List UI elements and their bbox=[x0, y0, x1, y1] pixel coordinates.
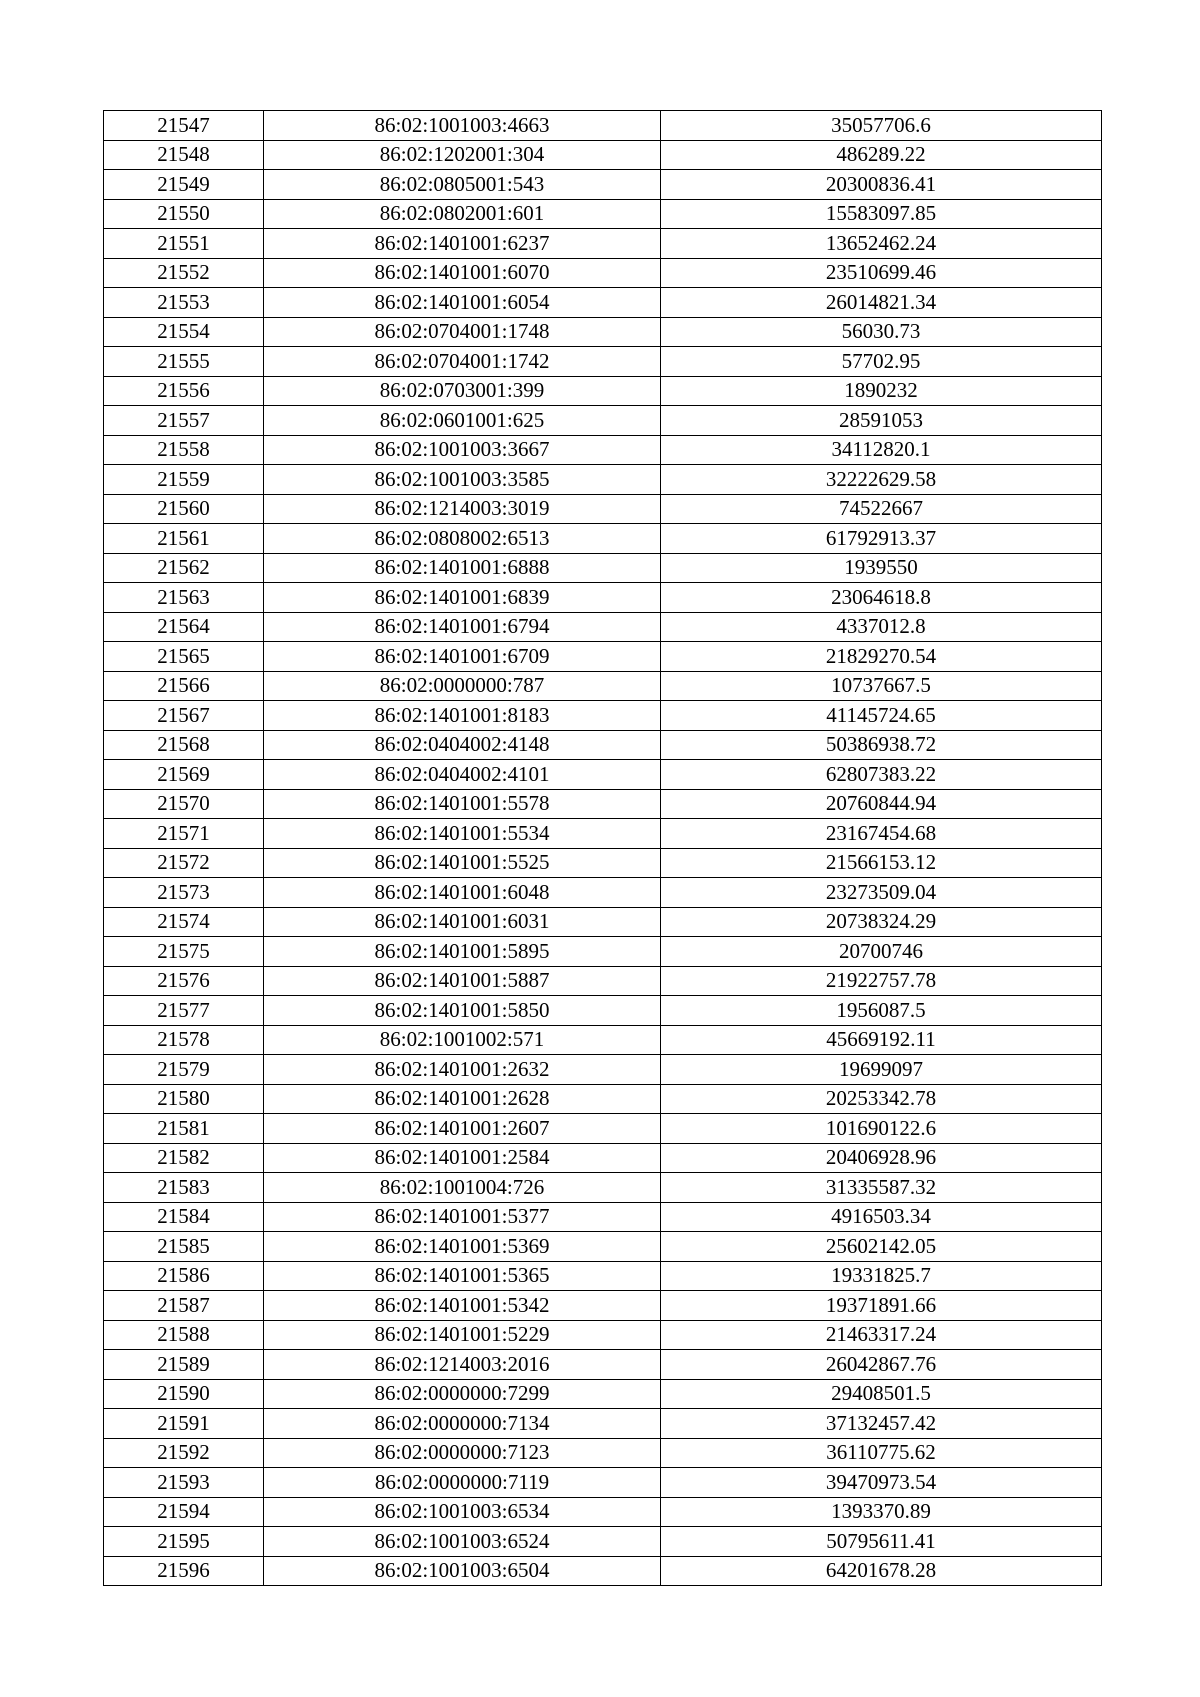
cadastral-number-cell: 86:02:0704001:1748 bbox=[264, 317, 661, 347]
cadastral-number-cell: 86:02:0704001:1742 bbox=[264, 347, 661, 377]
cadastral-value-cell: 50386938.72 bbox=[661, 730, 1102, 760]
table-row bbox=[104, 848, 1102, 878]
row-number-cell: 21593 bbox=[104, 1468, 264, 1498]
cadastral-value-cell: 29408501.5 bbox=[661, 1379, 1102, 1409]
cadastral-value-table bbox=[103, 110, 1102, 1586]
table-row bbox=[104, 347, 1102, 377]
cadastral-number-cell: 86:02:0000000:787 bbox=[264, 671, 661, 701]
cadastral-value-cell: 20738324.29 bbox=[661, 907, 1102, 937]
cadastral-value-cell: 23167454.68 bbox=[661, 819, 1102, 849]
cadastral-number-cell: 86:02:1214003:3019 bbox=[264, 494, 661, 524]
cadastral-number-cell: 86:02:1401001:2584 bbox=[264, 1143, 661, 1173]
cadastral-number-cell: 86:02:1001003:6504 bbox=[264, 1556, 661, 1586]
row-number-cell: 21583 bbox=[104, 1173, 264, 1203]
table-row bbox=[104, 376, 1102, 406]
cadastral-number-cell: 86:02:1401001:5342 bbox=[264, 1291, 661, 1321]
cadastral-value-cell: 19371891.66 bbox=[661, 1291, 1102, 1321]
table-row bbox=[104, 524, 1102, 554]
row-number-cell: 21571 bbox=[104, 819, 264, 849]
table-row bbox=[104, 1438, 1102, 1468]
row-number-cell: 21566 bbox=[104, 671, 264, 701]
cadastral-number-cell: 86:02:1401001:6237 bbox=[264, 229, 661, 259]
cadastral-value-cell: 21922757.78 bbox=[661, 966, 1102, 996]
row-number-cell: 21552 bbox=[104, 258, 264, 288]
table-row bbox=[104, 1379, 1102, 1409]
cadastral-number-cell: 86:02:1401001:6054 bbox=[264, 288, 661, 318]
row-number-cell: 21582 bbox=[104, 1143, 264, 1173]
cadastral-number-cell: 86:02:1001003:4663 bbox=[264, 111, 661, 141]
cadastral-value-cell: 21566153.12 bbox=[661, 848, 1102, 878]
cadastral-value-cell: 34112820.1 bbox=[661, 435, 1102, 465]
row-number-cell: 21560 bbox=[104, 494, 264, 524]
cadastral-value-cell: 41145724.65 bbox=[661, 701, 1102, 731]
cadastral-number-cell: 86:02:1401001:6048 bbox=[264, 878, 661, 908]
cadastral-number-cell: 86:02:0805001:543 bbox=[264, 170, 661, 200]
cadastral-value-cell: 37132457.42 bbox=[661, 1409, 1102, 1439]
cadastral-value-cell: 57702.95 bbox=[661, 347, 1102, 377]
cadastral-number-cell: 86:02:1401001:6839 bbox=[264, 583, 661, 613]
cadastral-number-cell: 86:02:1401001:5365 bbox=[264, 1261, 661, 1291]
cadastral-value-cell: 1890232 bbox=[661, 376, 1102, 406]
table-row bbox=[104, 1114, 1102, 1144]
table-row bbox=[104, 612, 1102, 642]
table-row bbox=[104, 583, 1102, 613]
cadastral-number-cell: 86:02:1401001:6070 bbox=[264, 258, 661, 288]
table-row bbox=[104, 937, 1102, 967]
table-row bbox=[104, 1025, 1102, 1055]
row-number-cell: 21585 bbox=[104, 1232, 264, 1262]
table-row bbox=[104, 730, 1102, 760]
cadastral-value-cell: 56030.73 bbox=[661, 317, 1102, 347]
cadastral-number-cell: 86:02:1401001:5534 bbox=[264, 819, 661, 849]
row-number-cell: 21575 bbox=[104, 937, 264, 967]
cadastral-value-cell: 4916503.34 bbox=[661, 1202, 1102, 1232]
cadastral-number-cell: 86:02:1401001:5377 bbox=[264, 1202, 661, 1232]
cadastral-number-cell: 86:02:1401001:5578 bbox=[264, 789, 661, 819]
table-row bbox=[104, 465, 1102, 495]
cadastral-value-cell: 21463317.24 bbox=[661, 1320, 1102, 1350]
cadastral-number-cell: 86:02:0404002:4101 bbox=[264, 760, 661, 790]
table-row bbox=[104, 1055, 1102, 1085]
table-row bbox=[104, 494, 1102, 524]
cadastral-value-cell: 486289.22 bbox=[661, 140, 1102, 170]
table-row bbox=[104, 1084, 1102, 1114]
row-number-cell: 21568 bbox=[104, 730, 264, 760]
table-row bbox=[104, 642, 1102, 672]
table-row bbox=[104, 1497, 1102, 1527]
row-number-cell: 21574 bbox=[104, 907, 264, 937]
cadastral-value-cell: 20253342.78 bbox=[661, 1084, 1102, 1114]
row-number-cell: 21558 bbox=[104, 435, 264, 465]
cadastral-value-cell: 62807383.22 bbox=[661, 760, 1102, 790]
row-number-cell: 21562 bbox=[104, 553, 264, 583]
table-row bbox=[104, 1143, 1102, 1173]
cadastral-number-cell: 86:02:0000000:7134 bbox=[264, 1409, 661, 1439]
cadastral-value-cell: 64201678.28 bbox=[661, 1556, 1102, 1586]
row-number-cell: 21565 bbox=[104, 642, 264, 672]
cadastral-value-cell: 61792913.37 bbox=[661, 524, 1102, 554]
table-body bbox=[104, 111, 1102, 1586]
table-row bbox=[104, 1232, 1102, 1262]
table-row bbox=[104, 170, 1102, 200]
table-row bbox=[104, 1350, 1102, 1380]
cadastral-number-cell: 86:02:0802001:601 bbox=[264, 199, 661, 229]
row-number-cell: 21596 bbox=[104, 1556, 264, 1586]
cadastral-value-cell: 1393370.89 bbox=[661, 1497, 1102, 1527]
cadastral-value-cell: 101690122.6 bbox=[661, 1114, 1102, 1144]
cadastral-number-cell: 86:02:1401001:6709 bbox=[264, 642, 661, 672]
table-row bbox=[104, 789, 1102, 819]
cadastral-value-cell: 74522667 bbox=[661, 494, 1102, 524]
row-number-cell: 21551 bbox=[104, 229, 264, 259]
row-number-cell: 21555 bbox=[104, 347, 264, 377]
table-row bbox=[104, 966, 1102, 996]
cadastral-number-cell: 86:02:0404002:4148 bbox=[264, 730, 661, 760]
row-number-cell: 21557 bbox=[104, 406, 264, 436]
table-row bbox=[104, 1409, 1102, 1439]
cadastral-value-cell: 20300836.41 bbox=[661, 170, 1102, 200]
cadastral-number-cell: 86:02:1401001:5369 bbox=[264, 1232, 661, 1262]
cadastral-number-cell: 86:02:0000000:7119 bbox=[264, 1468, 661, 1498]
row-number-cell: 21576 bbox=[104, 966, 264, 996]
cadastral-value-cell: 19331825.7 bbox=[661, 1261, 1102, 1291]
row-number-cell: 21590 bbox=[104, 1379, 264, 1409]
row-number-cell: 21553 bbox=[104, 288, 264, 318]
cadastral-number-cell: 86:02:1401001:6888 bbox=[264, 553, 661, 583]
cadastral-value-cell: 25602142.05 bbox=[661, 1232, 1102, 1262]
row-number-cell: 21592 bbox=[104, 1438, 264, 1468]
row-number-cell: 21573 bbox=[104, 878, 264, 908]
table-row bbox=[104, 1556, 1102, 1586]
row-number-cell: 21556 bbox=[104, 376, 264, 406]
cadastral-number-cell: 86:02:1001003:3585 bbox=[264, 465, 661, 495]
table-row bbox=[104, 406, 1102, 436]
cadastral-number-cell: 86:02:0000000:7123 bbox=[264, 1438, 661, 1468]
cadastral-number-cell: 86:02:1401001:5525 bbox=[264, 848, 661, 878]
cadastral-number-cell: 86:02:1214003:2016 bbox=[264, 1350, 661, 1380]
row-number-cell: 21570 bbox=[104, 789, 264, 819]
cadastral-number-cell: 86:02:1401001:5229 bbox=[264, 1320, 661, 1350]
row-number-cell: 21567 bbox=[104, 701, 264, 731]
row-number-cell: 21595 bbox=[104, 1527, 264, 1557]
cadastral-number-cell: 86:02:1001004:726 bbox=[264, 1173, 661, 1203]
cadastral-value-cell: 15583097.85 bbox=[661, 199, 1102, 229]
table-row bbox=[104, 317, 1102, 347]
cadastral-number-cell: 86:02:1001003:6534 bbox=[264, 1497, 661, 1527]
row-number-cell: 21584 bbox=[104, 1202, 264, 1232]
cadastral-value-cell: 36110775.62 bbox=[661, 1438, 1102, 1468]
cadastral-value-cell: 35057706.6 bbox=[661, 111, 1102, 141]
cadastral-number-cell: 86:02:0601001:625 bbox=[264, 406, 661, 436]
cadastral-number-cell: 86:02:1401001:8183 bbox=[264, 701, 661, 731]
cadastral-value-cell: 20760844.94 bbox=[661, 789, 1102, 819]
row-number-cell: 21586 bbox=[104, 1261, 264, 1291]
cadastral-number-cell: 86:02:1401001:6031 bbox=[264, 907, 661, 937]
row-number-cell: 21588 bbox=[104, 1320, 264, 1350]
row-number-cell: 21580 bbox=[104, 1084, 264, 1114]
row-number-cell: 21564 bbox=[104, 612, 264, 642]
cadastral-value-cell: 4337012.8 bbox=[661, 612, 1102, 642]
row-number-cell: 21579 bbox=[104, 1055, 264, 1085]
row-number-cell: 21572 bbox=[104, 848, 264, 878]
cadastral-value-cell: 39470973.54 bbox=[661, 1468, 1102, 1498]
cadastral-value-cell: 31335587.32 bbox=[661, 1173, 1102, 1203]
table-row bbox=[104, 1173, 1102, 1203]
cadastral-number-cell: 86:02:1401001:5850 bbox=[264, 996, 661, 1026]
cadastral-value-cell: 10737667.5 bbox=[661, 671, 1102, 701]
row-number-cell: 21578 bbox=[104, 1025, 264, 1055]
table-row bbox=[104, 1291, 1102, 1321]
cadastral-value-cell: 20700746 bbox=[661, 937, 1102, 967]
row-number-cell: 21548 bbox=[104, 140, 264, 170]
cadastral-value-cell: 45669192.11 bbox=[661, 1025, 1102, 1055]
cadastral-number-cell: 86:02:1401001:2628 bbox=[264, 1084, 661, 1114]
row-number-cell: 21554 bbox=[104, 317, 264, 347]
table-row bbox=[104, 111, 1102, 141]
cadastral-number-cell: 86:02:1401001:5895 bbox=[264, 937, 661, 967]
cadastral-value-cell: 13652462.24 bbox=[661, 229, 1102, 259]
cadastral-number-cell: 86:02:1401001:2607 bbox=[264, 1114, 661, 1144]
row-number-cell: 21550 bbox=[104, 199, 264, 229]
table-row bbox=[104, 1468, 1102, 1498]
cadastral-number-cell: 86:02:0808002:6513 bbox=[264, 524, 661, 554]
cadastral-value-cell: 21829270.54 bbox=[661, 642, 1102, 672]
row-number-cell: 21549 bbox=[104, 170, 264, 200]
cadastral-value-cell: 32222629.58 bbox=[661, 465, 1102, 495]
table-row bbox=[104, 288, 1102, 318]
table-row bbox=[104, 1261, 1102, 1291]
cadastral-value-cell: 1956087.5 bbox=[661, 996, 1102, 1026]
cadastral-number-cell: 86:02:1202001:304 bbox=[264, 140, 661, 170]
cadastral-value-cell: 26014821.34 bbox=[661, 288, 1102, 318]
cadastral-value-cell: 50795611.41 bbox=[661, 1527, 1102, 1557]
table-row bbox=[104, 701, 1102, 731]
table-row bbox=[104, 258, 1102, 288]
row-number-cell: 21563 bbox=[104, 583, 264, 613]
row-number-cell: 21547 bbox=[104, 111, 264, 141]
cadastral-value-cell: 1939550 bbox=[661, 553, 1102, 583]
cadastral-number-cell: 86:02:1001003:3667 bbox=[264, 435, 661, 465]
table-row bbox=[104, 199, 1102, 229]
cadastral-number-cell: 86:02:1401001:5887 bbox=[264, 966, 661, 996]
row-number-cell: 21581 bbox=[104, 1114, 264, 1144]
table-row bbox=[104, 671, 1102, 701]
table-row bbox=[104, 229, 1102, 259]
cadastral-value-cell: 20406928.96 bbox=[661, 1143, 1102, 1173]
table-row bbox=[104, 435, 1102, 465]
cadastral-number-cell: 86:02:1401001:6794 bbox=[264, 612, 661, 642]
cadastral-value-cell: 19699097 bbox=[661, 1055, 1102, 1085]
cadastral-value-cell: 26042867.76 bbox=[661, 1350, 1102, 1380]
row-number-cell: 21587 bbox=[104, 1291, 264, 1321]
table-row bbox=[104, 878, 1102, 908]
table-row bbox=[104, 140, 1102, 170]
cadastral-number-cell: 86:02:1001002:571 bbox=[264, 1025, 661, 1055]
cadastral-number-cell: 86:02:1001003:6524 bbox=[264, 1527, 661, 1557]
cadastral-number-cell: 86:02:1401001:2632 bbox=[264, 1055, 661, 1085]
cadastral-value-cell: 23273509.04 bbox=[661, 878, 1102, 908]
cadastral-number-cell: 86:02:0703001:399 bbox=[264, 376, 661, 406]
row-number-cell: 21577 bbox=[104, 996, 264, 1026]
table-row bbox=[104, 1202, 1102, 1232]
table-row bbox=[104, 760, 1102, 790]
table-row bbox=[104, 1320, 1102, 1350]
row-number-cell: 21561 bbox=[104, 524, 264, 554]
cadastral-value-cell: 23064618.8 bbox=[661, 583, 1102, 613]
row-number-cell: 21569 bbox=[104, 760, 264, 790]
table-row bbox=[104, 553, 1102, 583]
row-number-cell: 21589 bbox=[104, 1350, 264, 1380]
table-row bbox=[104, 1527, 1102, 1557]
cadastral-number-cell: 86:02:0000000:7299 bbox=[264, 1379, 661, 1409]
row-number-cell: 21559 bbox=[104, 465, 264, 495]
cadastral-value-cell: 28591053 bbox=[661, 406, 1102, 436]
table-row bbox=[104, 819, 1102, 849]
table-row bbox=[104, 996, 1102, 1026]
row-number-cell: 21594 bbox=[104, 1497, 264, 1527]
cadastral-value-cell: 23510699.46 bbox=[661, 258, 1102, 288]
table-row bbox=[104, 907, 1102, 937]
row-number-cell: 21591 bbox=[104, 1409, 264, 1439]
